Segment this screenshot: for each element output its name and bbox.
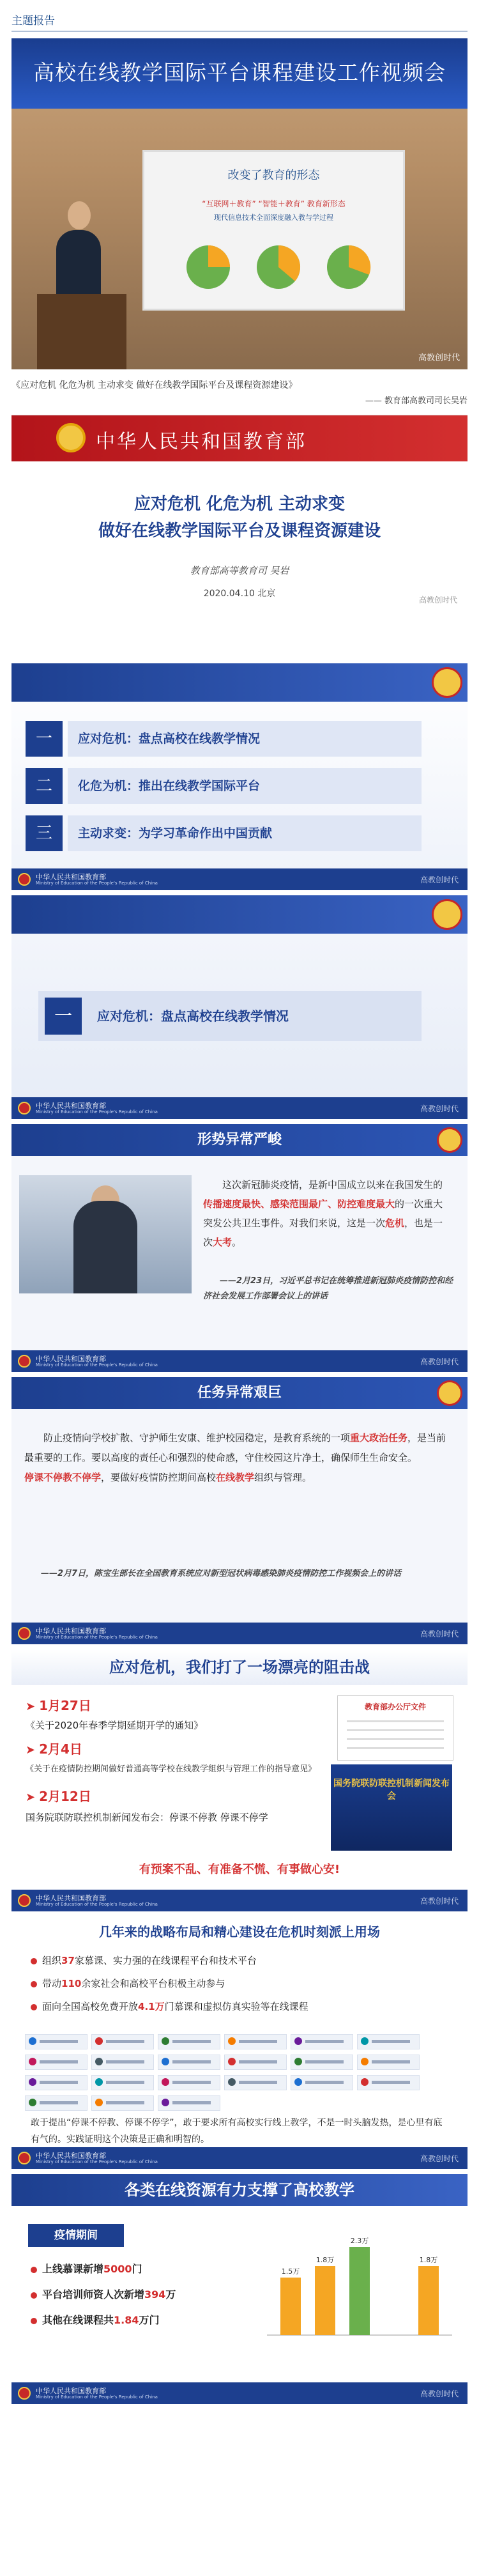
slide-footer [11, 1890, 468, 1911]
bullet: 上线慕课新增5000门 [31, 2261, 142, 2276]
footer-ministry: 中华人民共和国教育部 [36, 1894, 106, 1902]
press-conference-photo [331, 1764, 452, 1851]
slide-title [11, 415, 468, 658]
platform-logo [291, 2055, 353, 2070]
section-label: 应对危机：盘点高校在线教学情况 [97, 1008, 289, 1024]
situation-quote: ——2月23日，习近平总书记在统筹推进新冠肺炎疫情防控和经济社会发展工作部署会议上的讲话 [203, 1276, 453, 1301]
bullet: 带动110余家社会和高校平台积极主动参与 [31, 1977, 225, 1990]
screen-pie-charts [183, 242, 374, 299]
footer-ministry-en: Ministry of Education of the People's Republic of China [36, 1109, 158, 1114]
platform-logo [357, 2055, 420, 2070]
watermark: 高教创时代 [420, 1897, 459, 1906]
watermark: 高教创时代 [420, 1630, 459, 1639]
screen-subtitle-2: 现代信息技术全面深度融入教与学过程 [214, 213, 333, 222]
footer-ministry-en: Ministry of Education of the People's Republic of China [36, 1635, 158, 1640]
toc-label: 化危为机：推出在线教学国际平台 [68, 768, 422, 804]
platform-logo [224, 2055, 287, 2070]
section-tag: 主题报告 [11, 15, 55, 27]
emblem-icon [18, 2152, 31, 2164]
bar-data-label: 1.8万 [316, 2256, 335, 2264]
task-text: 防止疫情向学校扩散、守护师生安康、维护校园稳定，是教育系统的一项重大政治任务，是当前最重要的工作。要以高度的责任心和强烈的使命感，守住校园这片净土，确保师生生命安全。 停课不停教不停学，要做好疫情防控期间高校在线教学组织与管理。 [24, 1432, 446, 1483]
bar-data-label: 1.8万 [419, 2256, 438, 2264]
slide-title-bar [11, 1377, 468, 1409]
caption-author: —— 教育部高教司司长吴岩 [365, 396, 468, 406]
slide-situation [11, 1124, 468, 1372]
bar [418, 2266, 439, 2335]
bar [280, 2278, 301, 2335]
period-tag: 疫情期间 [28, 2224, 124, 2247]
top-banner [0, 0, 479, 38]
bullet: 其他在线课程共1.84万门 [31, 2312, 160, 2327]
platform-logo [91, 2095, 154, 2111]
emblem-icon [18, 2387, 31, 2400]
screen-subtitle: “互联网＋教育” “智能＋教育” 教育新形态 [202, 199, 346, 208]
slide-footer [11, 2147, 468, 2169]
slide-title: 各类在线资源有力支撑了高校教学 [11, 2174, 468, 2206]
meeting-photo [19, 1175, 192, 1293]
timeline-date: ➤ 1月27日 [26, 1698, 91, 1713]
speaker-head [68, 201, 91, 229]
ministry-title: 中华人民共和国教育部 [96, 431, 307, 453]
slide-header [11, 415, 468, 461]
footer-ministry-en: Ministry of Education of the People's Republic of China [36, 881, 158, 886]
platform-logos [23, 2032, 457, 2113]
platform-logo [91, 2075, 154, 2090]
platform-logo [224, 2034, 287, 2049]
screen-title: 改变了教育的形态 [227, 169, 320, 182]
slide-title-line-1: 应对危机 化危为机 主动求变 [133, 495, 346, 514]
slide-title: 任务异常艰巨 [197, 1385, 282, 1401]
divider [11, 31, 468, 32]
bar [315, 2266, 335, 2335]
bullet: 平台培训师资人次新增394万 [31, 2287, 176, 2301]
footer-ministry-en: Ministry of Education of the People's Republic of China [36, 1902, 158, 1907]
bullet: 组织37家慕课、实力强的在线课程平台和技术平台 [31, 1954, 257, 1967]
footer-ministry: 中华人民共和国教育部 [36, 2152, 106, 2160]
platform-logo [25, 2055, 87, 2070]
pie-1-slice [208, 245, 230, 267]
slide-date: 2020.04.10 北京 [203, 589, 276, 599]
emblem-icon [18, 1355, 31, 1368]
timeline-date: ➤ 2月4日 [26, 1741, 82, 1757]
platform-logo [357, 2034, 420, 2049]
slide-section [11, 895, 468, 1119]
conference-photo [11, 38, 468, 369]
banner-title: 高校在线教学国际平台课程建设工作视频会 [33, 60, 446, 85]
bullet: 面向全国高校免费开放4.1万门慕课和虚拟仿真实验等在线课程 [31, 2000, 308, 2013]
watermark: 高教创时代 [418, 353, 460, 363]
bar-data-label: 1.5万 [281, 2267, 300, 2276]
person [73, 1201, 137, 1293]
footer-ministry: 中华人民共和国教育部 [36, 1627, 106, 1635]
slide-battle [11, 1649, 468, 1911]
press-conference-text: 国务院联防联控机制新闻发布会 [333, 1778, 450, 1801]
footer-ministry-en: Ministry of Education of the People's Republic of China [36, 2395, 158, 2400]
footer-ministry: 中华人民共和国教育部 [36, 1102, 106, 1110]
slide-footer [11, 2382, 468, 2404]
photo-caption: 《应对危机 化危为机 主动求变 做好在线教学国际平台及课程资源建设》 [11, 380, 298, 390]
slide-footer [11, 868, 468, 890]
emblem-icon [18, 1627, 31, 1640]
slide-title: 几年来的战略布局和精心建设在危机时刻派上用场 [99, 1924, 380, 1940]
slide-footer [11, 1097, 468, 1119]
toc-number: 一 [26, 721, 63, 757]
platform-logo [25, 2095, 87, 2111]
watermark: 高教创时代 [420, 1104, 459, 1113]
slide-strategy [11, 1917, 468, 2169]
slide-title: 形势异常严峻 [197, 1132, 282, 1148]
toc-label: 应对危机：盘点高校在线教学情况 [68, 721, 422, 757]
slide-header-bar [11, 895, 468, 934]
toc-label: 主动求变：为学习革命作出中国贡献 [68, 815, 422, 851]
slogan: 有预案不乱、有准备不慌、有事做心安! [139, 1863, 340, 1876]
platform-logo [91, 2055, 154, 2070]
footer-ministry: 中华人民共和国教育部 [36, 2387, 106, 2395]
platform-logo [91, 2034, 154, 2049]
platform-logo [357, 2075, 420, 2090]
platform-logo [25, 2034, 87, 2049]
toc-item [26, 721, 422, 757]
slide-header-bar [11, 663, 468, 702]
toc-item [26, 768, 422, 804]
section-box [38, 991, 422, 1041]
slide-title: 应对危机，我们打了一场漂亮的阻击战 [11, 1649, 468, 1685]
situation-text: 这次新冠肺炎疫情，是新中国成立以来在我国发生的传播速度最快、感染范围最广、防控难度最大的一次重大突发公共卫生事件。对我们来说，这是一次危机，也是一次大考。 [203, 1179, 443, 1248]
platform-logo [291, 2034, 353, 2049]
platform-logo [158, 2034, 220, 2049]
timeline-text: 《关于2020年春季学期延期开学的通知》 [26, 1720, 204, 1731]
toc-item [26, 815, 422, 851]
emblem-icon [432, 667, 462, 698]
projection-screen [142, 150, 405, 311]
watermark: 高教创时代 [418, 596, 457, 605]
stage-banner [11, 38, 468, 109]
slide-resources [11, 2174, 468, 2404]
watermark: 高教创时代 [420, 2389, 459, 2398]
slide-title-bar [11, 1124, 468, 1156]
timeline-text: 国务院联防联控机制新闻发布会：停课不停教 停课不停学 [26, 1812, 268, 1823]
emblem-icon [18, 1894, 31, 1907]
slide-task [11, 1377, 468, 1644]
official-document [337, 1695, 453, 1761]
platform-logo [158, 2055, 220, 2070]
platform-logo [25, 2075, 87, 2090]
podium [37, 294, 126, 369]
emblem-icon [18, 873, 31, 886]
emblem-icon [432, 899, 462, 930]
bar-chart [261, 2214, 459, 2348]
timeline-date: ➤ 2月12日 [26, 1789, 91, 1804]
slide-footer [11, 1350, 468, 1372]
emblem-icon [18, 1102, 31, 1114]
footer-ministry-en: Ministry of Education of the People's Republic of China [36, 1362, 158, 1368]
national-emblem-icon [56, 423, 86, 452]
slide-title-line-2: 做好在线教学国际平台及课程资源建设 [98, 521, 381, 541]
platform-logo [158, 2095, 220, 2111]
footer-ministry: 中华人民共和国教育部 [36, 1355, 106, 1363]
emblem-icon [437, 1380, 462, 1406]
toc-number: 二 [26, 768, 63, 804]
timeline-text: 《关于在疫情防控期间做好普通高等学校在线教学组织与管理工作的指导意见》 [26, 1764, 317, 1774]
slide-author: 教育部高等教育司 吴岩 [190, 565, 289, 576]
platform-logo [291, 2075, 353, 2090]
platform-logo [158, 2075, 220, 2090]
slide-toc [11, 663, 468, 890]
watermark: 高教创时代 [420, 2154, 459, 2163]
watermark: 高教创时代 [420, 875, 459, 884]
bar-data-label: 2.3万 [350, 2237, 369, 2245]
slide-footer [11, 1623, 468, 1644]
platform-logo [224, 2075, 287, 2090]
document-title: 教育部办公厅文件 [364, 1702, 426, 1711]
footer-ministry: 中华人民共和国教育部 [36, 873, 106, 881]
footer-ministry-en: Ministry of Education of the People's Republic of China [36, 2159, 158, 2164]
watermark: 高教创时代 [420, 1357, 459, 1366]
section-number: 一 [45, 998, 82, 1035]
bar [349, 2247, 370, 2335]
strategy-paragraph: 敢于提出“停课不停教、停课不停学”，敢于要求所有高校实行线上教学，不是一时头脑发热，是心里有底有气的。实践证明这个决策是正确和明智的。 [31, 2118, 443, 2145]
toc-number: 三 [26, 815, 63, 851]
emblem-icon [437, 1127, 462, 1153]
task-quote: ——2月7日，陈宝生部长在全国教育系统应对新型冠状病毒感染肺炎疫情防控工作视频会上的讲话 [41, 1569, 402, 1578]
